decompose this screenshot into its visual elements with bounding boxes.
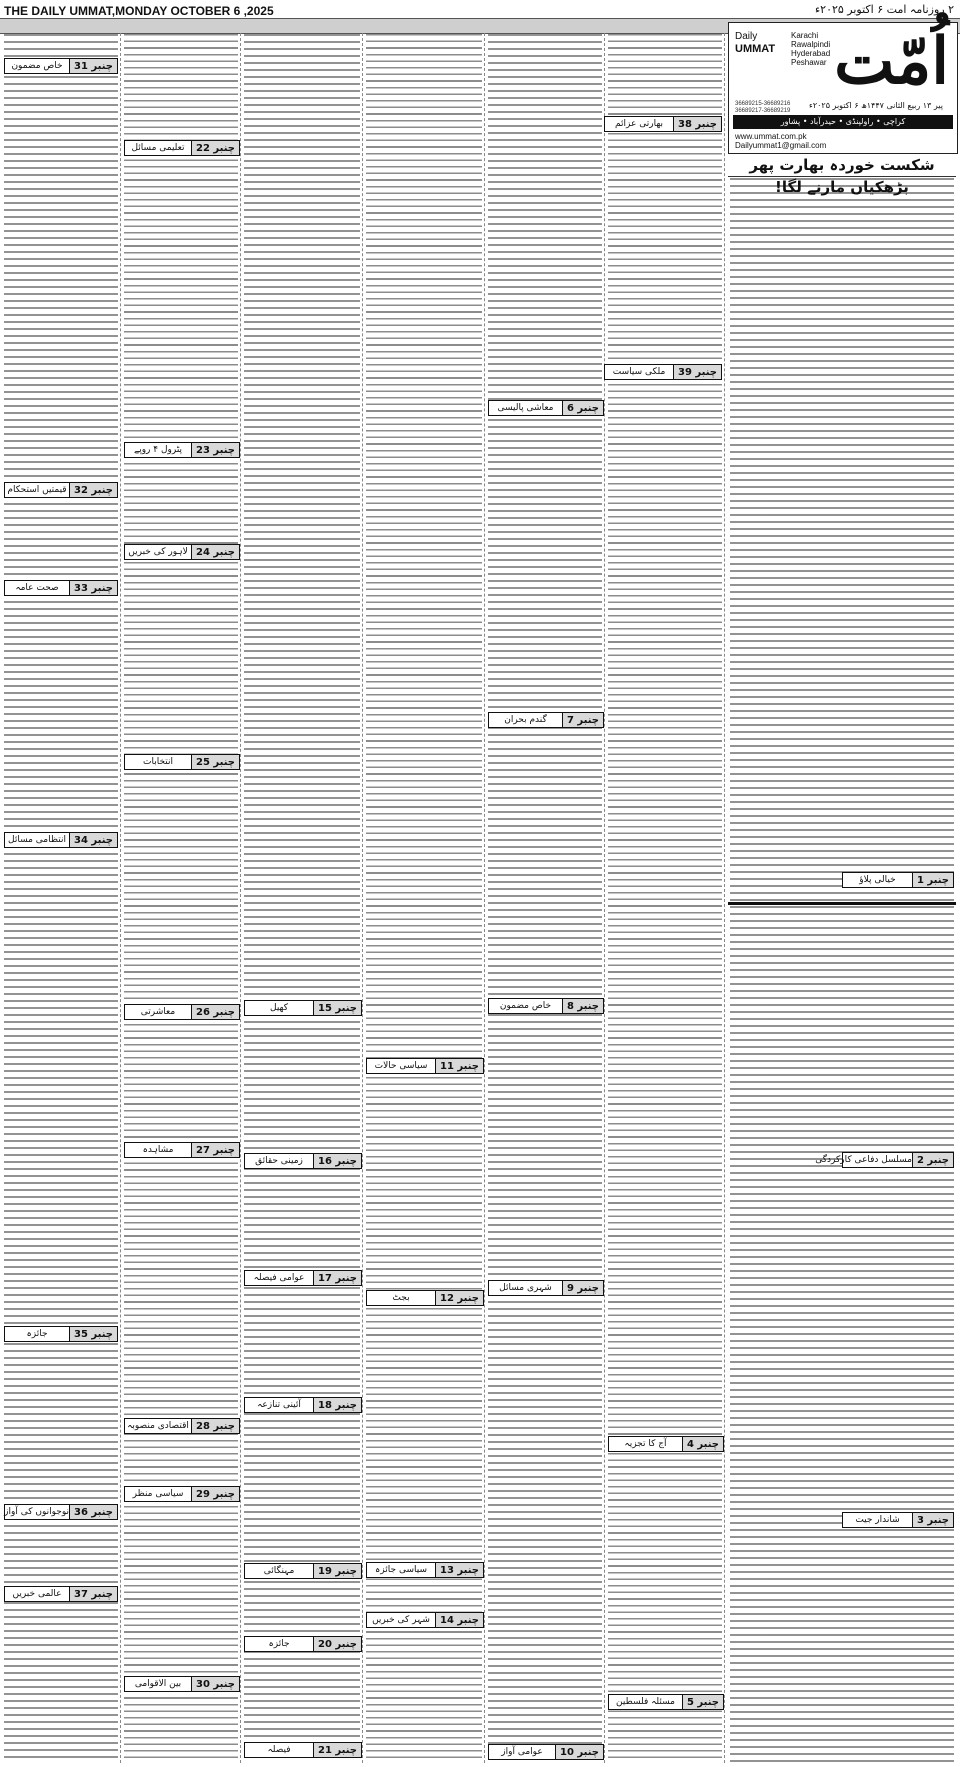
section-header: چنبر 2 مسلسل دفاعی کارکردگی [842, 1152, 954, 1168]
section-header: چنبر 4 آج کا تجزیہ [608, 1436, 724, 1452]
section-header: چنبر 17 عوامی فیصلہ [244, 1270, 362, 1286]
masthead [728, 22, 958, 154]
section-header: چنبر 20 جائزہ [244, 1636, 362, 1652]
section-header: چنبر 22 تعلیمی مسائل [124, 140, 240, 156]
column-divider [604, 33, 605, 1763]
column-6 [122, 34, 240, 1763]
section-header: چنبر 36 نوجوانوں کی آواز [4, 1504, 118, 1520]
section-header: چنبر 37 عالمی خبریں [4, 1586, 118, 1602]
masthead-cities: Karachi Rawalpindi Hyderabad Peshawar [791, 31, 831, 67]
main-headline: شکست خوردہ بھارت پھر بڑھکیاں مارنے لگا! [728, 154, 956, 177]
section-header: چنبر 23 پٹرول ۴ روپے [124, 442, 240, 458]
section-header: چنبر 19 مہنگائی [244, 1563, 362, 1579]
masthead-address-bar: کراچی • راولپنڈی • حیدرآباد • پشاور [733, 115, 953, 129]
column-2 [606, 34, 724, 1763]
column-divider [240, 33, 241, 1763]
section-header: چنبر 39 ملکی سیاست [604, 364, 722, 380]
column-5 [242, 34, 362, 1763]
section-header: چنبر 27 مشاہدہ [124, 1142, 240, 1158]
section-header: چنبر 25 انتخابات [124, 754, 240, 770]
section-header: چنبر 33 صحت عامہ [4, 580, 118, 596]
section-header: چنبر 24 لاہور کی خبریں [124, 544, 240, 560]
section-header: چنبر 29 سیاسی منظر [124, 1486, 240, 1502]
column-divider [724, 33, 725, 1763]
section-header: چنبر 6 معاشی پالیسی [488, 400, 604, 416]
section-header: چنبر 26 معاشرتی [124, 1004, 240, 1020]
section-header: چنبر 12 بجٹ [366, 1290, 484, 1306]
section-header: چنبر 34 انتظامی مسائل [4, 832, 118, 848]
column-divider [362, 33, 363, 1763]
column-4 [364, 34, 484, 1763]
section-header: چنبر 15 کھیل [244, 1000, 362, 1016]
section-header: چنبر 13 سیاسی جائزہ [366, 1562, 484, 1578]
section-header: چنبر 38 بھارتی عزائم [604, 116, 722, 132]
section-header: چنبر 28 اقتصادی منصوبہ [124, 1418, 240, 1434]
section-header: چنبر 16 زمینی حقائق [244, 1153, 362, 1169]
section-header: چنبر 9 شہری مسائل [488, 1280, 604, 1296]
section-header: چنبر 18 آئینی تنازعہ [244, 1397, 362, 1413]
section-header: چنبر 7 گندم بحران [488, 712, 604, 728]
section-header: چنبر 11 سیاسی حالات [366, 1058, 484, 1074]
column-3 [486, 34, 604, 1763]
masthead-logo: اُمّت [834, 24, 949, 99]
section-header: چنبر 35 جائزہ [4, 1326, 118, 1342]
masthead-phones: 36689215-36689216 36689217-36689219 [735, 101, 791, 114]
masthead-date-urdu: پیر ۱۳ ربیع الثانی ۱۴۴۷ھ ۶ اکتوبر ۲۰۲۵ء [809, 101, 943, 110]
section-header: چنبر 32 قیمتیں استحکام [4, 482, 118, 498]
page-header-english: THE DAILY UMMAT,MONDAY OCTOBER 6 ,2025 [4, 4, 274, 18]
masthead-contact: www.ummat.com.pk Dailyummat1@gmail.com [735, 132, 827, 150]
section-header: چنبر 21 فیصلہ [244, 1742, 362, 1758]
page-header-urdu: ۲ روزنامہ امت ۶ اکتوبر ۲۰۲۵ء [814, 3, 954, 16]
column-divider [484, 33, 485, 1763]
section-header: چنبر 5 مسئلہ فلسطین [608, 1694, 724, 1710]
section-header: چنبر 1 خیالی پلاؤ [842, 872, 954, 888]
column-divider [120, 33, 121, 1763]
section-header: چنبر 10 عوامی آواز [488, 1744, 604, 1760]
section-header: چنبر 14 شہر کی خبریں [366, 1612, 484, 1628]
section-header: چنبر 3 شاندار جیت [842, 1512, 954, 1528]
section-header: چنبر 30 بین الاقوامی [124, 1676, 240, 1692]
masthead-english-name: Daily UMMAT [735, 31, 776, 55]
section-divider [728, 902, 956, 905]
section-header: چنبر 8 خاص مضمون [488, 998, 604, 1014]
section-header: چنبر 31 خاص مضمون [4, 58, 118, 74]
